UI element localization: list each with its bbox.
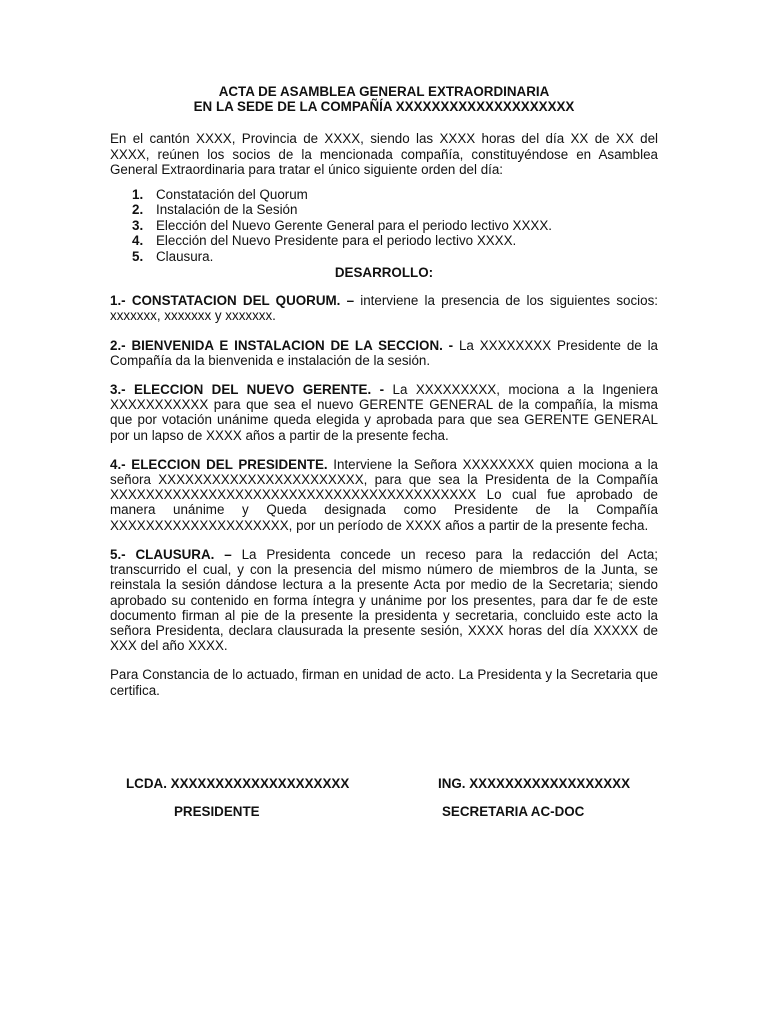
section-bienvenida [110,338,658,368]
agenda-item [132,218,658,233]
section-body: Interviene la Señora XXXXXXXX quien mociona a la señora XXXXXXXXXXXXXXXXXXXXXXX, para que sea la Presidenta de la Compañía XXXXXXXXXXXXXXXXXXXXXXXXXXXXXXXXXXXXXXXXX Lo cual fue aprobado de manera unánime y Queda designada como Presidente de la Compañía XXXXXXXXXXXXXXXXXXXX, por un período de XXXX años a partir de la presente fecha. [110,456,658,533]
title-line-1: ACTA DE ASAMBLEA GENERAL EXTRAORDINARIA [218,84,550,99]
agenda-item [132,202,658,217]
secretary-signature-name: ING. XXXXXXXXXXXXXXXXXX [438,776,631,791]
section-heading: 3.- ELECCION DEL NUEVO GERENTE. - [110,382,385,398]
title-line-2: EN LA SEDE DE LA COMPAÑÍA XXXXXXXXXXXXXXXXXXXX [193,99,575,115]
section-body: La XXXXXXXX Presidente de la Compañía da la bienvenida e instalación de la sesión. [110,337,658,368]
agenda-item-number: 4. [132,233,144,249]
agenda-item-text: Clausura. [156,248,214,264]
agenda-item-text: Instalación de la Sesión [156,202,298,218]
president-role: PRESIDENTE [174,804,260,819]
document-body [110,84,658,698]
agenda-item-number: 2. [132,202,144,218]
section-quorum [110,293,658,323]
section-heading: 4.- ELECCION DEL PRESIDENTE. [110,456,328,472]
section-body: La Presidenta concede un receso para la redacción del Acta; transcurrido el cual, y con la presencia del mismo número de miembros de la Junta, se reinstala la sesión dándose lectura a la presente Acta por medio de la Secretaria; siendo aprobado su contenido en forma íntegra y unánime por los presentes, para dar fe de este documento firman al pie de la presente la presidenta y secretaria, concluido este acto la señora Presidenta, declara clausurada la presente sesión, XXXX horas del día XXXXX de XXX del año XXXX. [110,546,658,654]
section-clausura [110,547,658,653]
agenda-list [132,187,658,264]
agenda-item [132,249,658,264]
secretary-role: SECRETARIA AC-DOC [442,804,585,819]
section-heading: 1.- CONSTATACION DEL QUORUM. – [110,293,355,309]
section-heading: 5.- CLAUSURA. – [110,546,232,562]
desarrollo-heading: DESARROLLO: [334,265,434,281]
agenda-item-text: Constatación del Quorum [156,187,308,203]
agenda-item-number: 1. [132,187,144,203]
section-body: La XXXXXXXXX, mociona a la Ingeniera XXXXXXXXXXX para que sea el nuevo GERENTE GENERAL de la compañía, la misma que por votación unánime queda elegida y aprobada para que sea GERENTE GENERAL por un lapso de XXXX años a partir de la presente fecha. [110,382,658,443]
president-signature-name: LCDA. XXXXXXXXXXXXXXXXXXXX [126,776,350,791]
agenda-item [132,233,658,248]
section-gerente [110,382,658,443]
agenda-item-text: Elección del Nuevo Gerente General para el periodo lectivo XXXX. [156,217,552,233]
intro-paragraph: En el cantón XXXX, Provincia de XXXX, siendo las XXXX horas del día XX de XX del XXXX, reúnen los socios de la mencionada compañía, constituyéndose en Asamblea General Extraordinaria para tratar el único siguiente orden del día: [110,131,658,177]
agenda-item-number: 3. [132,217,144,233]
section-heading: 2.- BIENVENIDA E INSTALACION DE LA SECCION. - [110,337,454,353]
agenda-item-text: Elección del Nuevo Presidente para el periodo lectivo XXXX. [156,233,517,249]
agenda-item [132,187,658,202]
section-body: interviene la presencia de los siguientes socios: xxxxxxx, xxxxxxx y xxxxxxx. [110,293,658,324]
section-presidente [110,457,658,533]
closing-paragraph: Para Constancia de lo actuado, firman en unidad de acto. La Presidenta y la Secretaria que certifica. [110,667,658,698]
agenda-item-number: 5. [132,248,144,264]
